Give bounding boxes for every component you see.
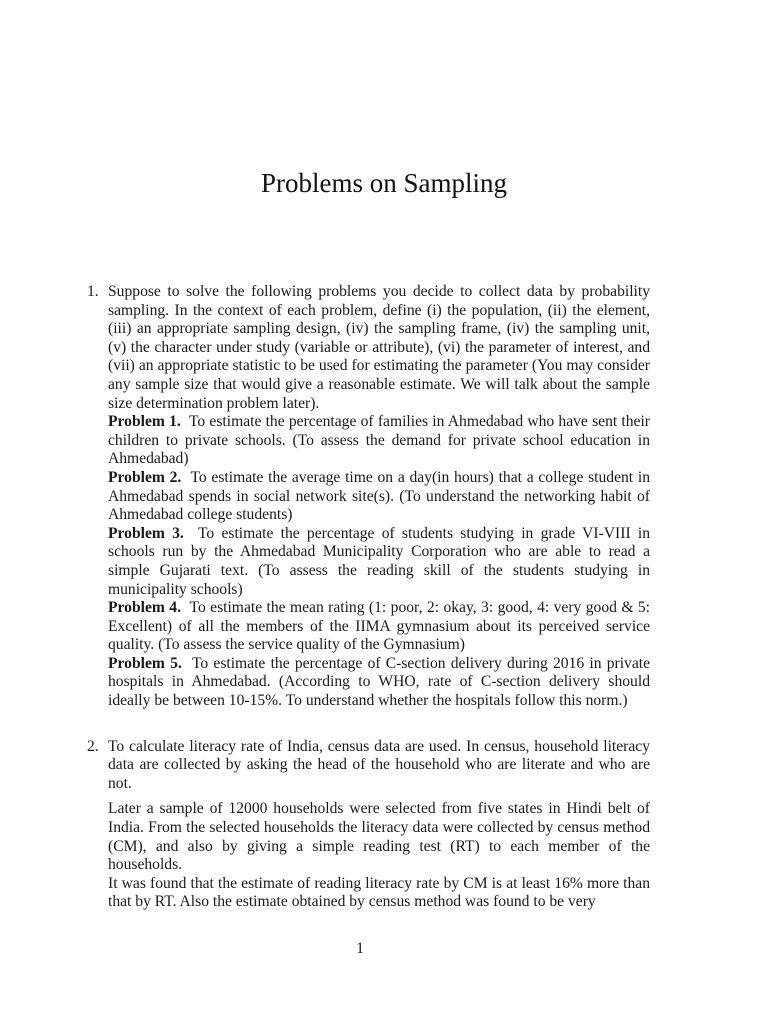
problem-1 [108,413,650,469]
item-intro: Suppose to solve the following problems you decide to collect data by probability sampling. In the context of each problem, define (i) the population, (ii) the element, (iii) an appropriate sampling design, (iv) the sampling frame, (iv) the sampling unit, (v) the character under study (variable or attribute), (vi) the parameter of interest, and (vii) an appropriate statistic to be used for estimating the parameter (You may consider any sample size that would give a reasonable estimate. We will talk about the sample size determination problem later). [108,283,650,412]
problem-text: To estimate the mean rating (1: poor, 2: okay, 3: good, 4: very good & 5: Excellent) of all the members of the IIMA gymnasium about its perceived service quality. (To assess the service quality of the Gymnasium) [108,599,650,654]
problem-label: Problem 5. [108,654,182,672]
problem-label: Problem 3. [108,524,184,542]
item-number: 1. [87,283,99,300]
item-paragraph-2: Later a sample of 12000 households were selected from five states in Hindi belt of India. From the selected households the literacy data were collected by census method (CM), and also by giving a simple reading test (RT) to each member of the households. [108,800,650,874]
item-number: 2. [87,737,99,755]
item-paragraph-3: It was found that the estimate of reading literacy rate by CM is at least 16% more than that by RT. Also the estimate obtained by census method was found to be very [108,874,650,911]
problem-4 [108,599,650,655]
problem-2 [108,469,650,525]
problem-3 [108,525,650,599]
problem-text: To estimate the percentage of families in Ahmedabad who have sent their children to private schools. (To assess the demand for private school education in Ahmedabad) [108,413,650,468]
problem-text: To estimate the percentage of students studying in grade VI-VIII in schools run by the Ahmedabad Municipality Corporation who are able to read a simple Gujarati text. (To assess the reading skill of the students studying in municipality schools) [108,524,650,598]
problem-list [87,283,650,912]
document-title: Problems on Sampling [260,168,507,198]
list-item-2 [87,738,650,912]
problem-label: Problem 4. [108,599,181,617]
problem-label: Problem 1. [108,413,181,431]
problem-5 [108,655,650,711]
list-item-1 [87,283,650,711]
page-number: 1 [356,940,364,957]
problem-text: To estimate the average time on a day(in hours) that a college student in Ahmedabad spends in social network site(s). (To understand the networking habit of Ahmedabad college students) [108,468,650,524]
problem-label: Problem 2. [108,468,182,486]
item-paragraph-1: To calculate literacy rate of India, census data are used. In census, household literacy data are collected by asking the head of the household who are literate and who are not. [108,737,650,792]
problem-text: To estimate the percentage of C-section delivery during 2016 in private hospitals in Ahmedabad. (According to WHO, rate of C-section delivery should ideally be between 10-15%. To understand whether the hospitals follow this norm.) [108,654,651,710]
